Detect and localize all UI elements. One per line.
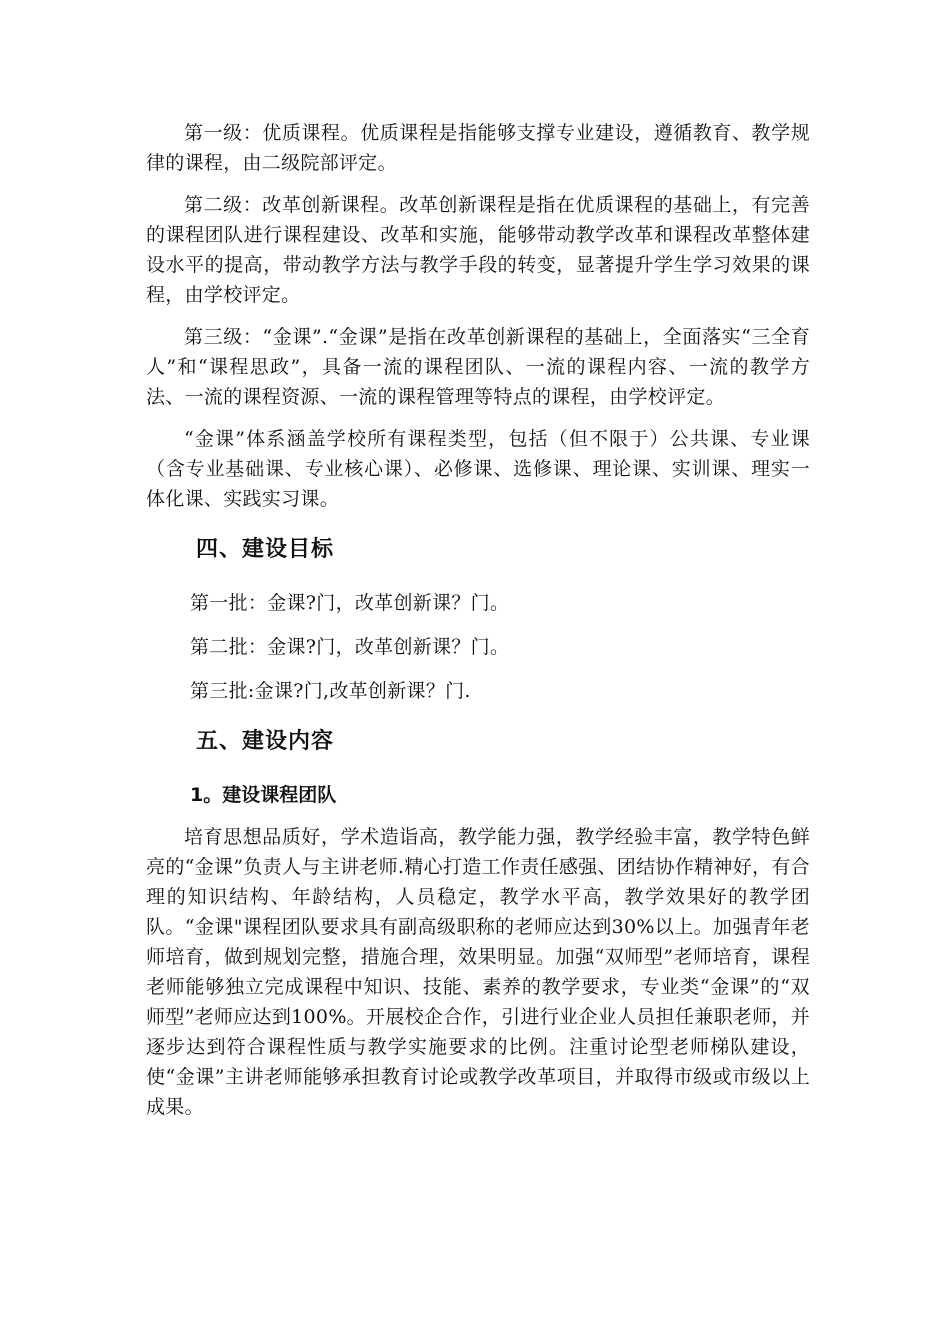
section-heading-content: 五、建设内容: [196, 729, 335, 754]
paragraph-level-2: 第二级：改革创新课程。改革创新课程是指在优质课程的基础上，有完善的课程团队进行课程建设、改革和实施，能够带动教学改革和课程改革整体建设水平的提高，带动教学方法与教学手段的转变，显著提升学生学习效果的课程，由学校评定。: [146, 194, 810, 306]
batch-item-2: 第二批：金课?门，改革创新课？门。: [190, 636, 510, 658]
document-page: [146, 118, 810, 1134]
paragraph-course-types: “金课”体系涵盖学校所有课程类型，包括（但不限于）公共课、专业课（含专业基础课、专业核心课）、必修课、选修课、理论课、实训课、理实一体化课、实践实习课。: [146, 428, 810, 510]
paragraph-level-1: 第一级：优质课程。优质课程是指能够支撑专业建设，遵循教育、教学规律的课程，由二级院部评定。: [146, 122, 810, 174]
batch-item-3: 第三批:金课?门,改革创新课？门.: [190, 680, 471, 702]
batch-item-1: 第一批：金课?门，改革创新课？门。: [190, 592, 510, 614]
paragraph-level-3: 第三级：“金课”.“金课”是指在改革创新课程的基础上，全面落实“三全育人”和“课程思政”，具备一流的课程团队、一流的课程内容、一流的教学方法、一流的课程资源、一流的课程管理等特点的课程，由学校评定。: [146, 326, 810, 408]
paragraph-team: 培育思想品质好，学术造诣高，教学能力强，教学经验丰富，教学特色鲜亮的“金课”负责人与主讲老师.精心打造工作责任感强、团结协作精神好，有合理的知识结构、年龄结构，人员稳定，教学水平高，教学效果好的教学团队。“金课"课程团队要求具有副高级职称的老师应达到30%以上。加强青年老师培育，做到规划完整，措施合理，效果明显。加强“双师型”老师培育，课程老师能够独立完成课程中知识、技能、素养的教学要求，专业类“金课”的“双师型”老师应达到100%。开展校企合作，引进行业企业人员担任兼职老师，并逐步达到符合课程性质与教学实施要求的比例。注重讨论型老师梯队建设，使“金课”主讲老师能够承担教育讨论或教学改革项目，并取得市级或市级以上成果。: [146, 826, 810, 1118]
section-heading-goals: 四、建设目标: [196, 537, 335, 562]
subsection-heading-team: 1。建设课程团队: [190, 784, 337, 806]
